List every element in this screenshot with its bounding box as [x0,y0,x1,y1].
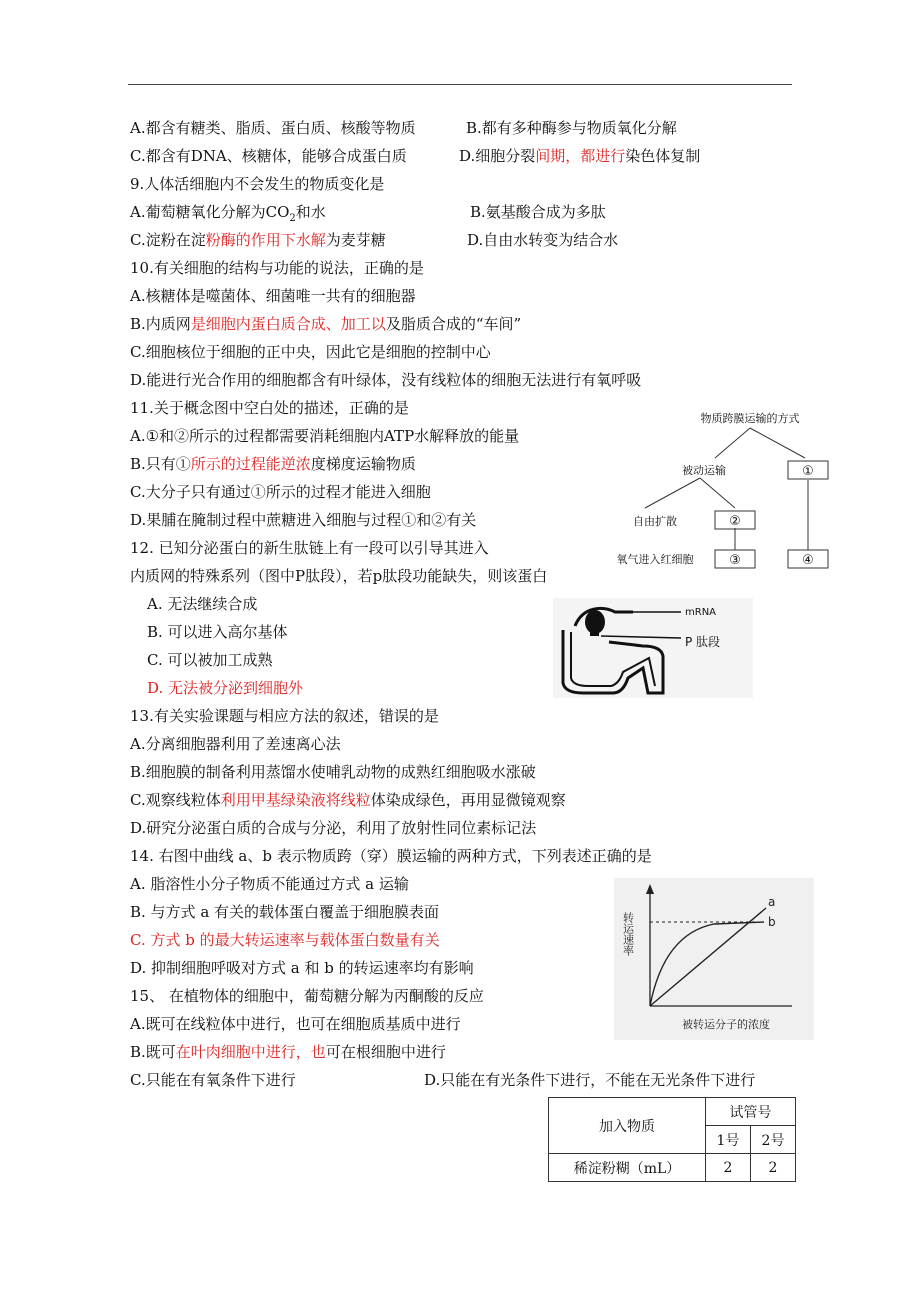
q12-option-d: D. 无法被分泌到细胞外 [147,679,304,697]
q15-option-d: D.只能在有光条件下进行，不能在无光条件下进行 [424,1071,756,1089]
q12-stem-line1: 12. 已知分泌蛋白的新生肽链上有一段可以引导其进入 [130,539,489,557]
q14-option-c: C. 方式 b 的最大转运速率与载体蛋白数量有关 [130,931,440,949]
table-header-tube-1: 1号 [706,1126,751,1154]
q13-stem: 13.有关实验课题与相应方法的叙述，错误的是 [130,707,439,725]
q11-option-a: A.①和②所示的过程都需要消耗细胞内ATP水解释放的能量 [130,427,520,445]
concept-passive: 被动运输 [682,464,726,477]
x-axis-label: 被转运分子的浓度 [682,1018,770,1031]
q15-option-c: C.只能在有氧条件下进行 [130,1071,296,1089]
q14-option-a: A. 脂溶性小分子物质不能通过方式 a 运输 [130,875,409,893]
q13-option-d: D.研究分泌蛋白质的合成与分泌，利用了放射性同位素标记法 [130,819,537,837]
table-row-label: 稀淀粉糊（mL） [549,1154,706,1182]
y-axis-label: 转运速率 [621,912,635,956]
table-header-tube-number: 试管号 [706,1098,796,1126]
q10-option-d: D.能进行光合作用的细胞都含有叶绿体，没有线粒体的细胞无法进行有氧呼吸 [130,371,642,389]
q12-stem-line2: 内质网的特殊系列（图中P肽段），若p肽段功能缺失，则该蛋白 [130,567,548,585]
q13-option-a: A.分离细胞器利用了差速离心法 [130,735,341,753]
q13-option-b: B.细胞膜的制备利用蒸馏水使哺乳动物的成熟红细胞吸水涨破 [130,763,536,781]
table-cell-tube-1: 2 [706,1154,751,1182]
q10-option-a: A.核糖体是噬菌体、细菌唯一共有的细胞器 [130,287,416,305]
table-header-substance: 加入物质 [549,1098,706,1154]
q9-option-c: C.淀粉在淀粉酶的作用下水解为麦芽糖 [130,231,386,249]
test-tube-table [548,1097,796,1182]
q12-option-c: C. 可以被加工成熟 [147,651,273,669]
concept-box4-label: ④ [802,553,814,568]
q14-stem: 14. 右图中曲线 a、b 表示物质跨（穿）膜运输的两种方式，下列表述正确的是 [130,847,652,865]
q15-option-a: A.既可在线粒体中进行，也可在细胞质基质中进行 [130,1015,461,1033]
q14-option-d: D. 抑制细胞呼吸对方式 a 和 b 的转运速率均有影响 [130,959,474,977]
table-header-tube-2: 2号 [751,1126,796,1154]
concept-root: 物质跨膜运输的方式 [700,412,800,425]
q9-option-d: D.自由水转变为结合水 [467,231,619,249]
q9-stem: 9.人体活细胞内不会发生的物质变化是 [130,175,385,193]
concept-box3-label: ③ [729,553,741,568]
q8-option-b: B.都有多种酶参与物质氧化分解 [466,119,677,137]
q8-option-d: D.细胞分裂间期，都进行染色体复制 [459,147,701,165]
q11-option-c: C.大分子只有通过①所示的过程才能进入细胞 [130,483,431,501]
q9-option-a: A.葡萄糖氧化分解为$CO_2$和水 [130,203,326,224]
q8-option-c: C.都含有DNA、核糖体，能够合成蛋白质 [130,147,407,165]
q10-option-c: C.细胞核位于细胞的正中央，因此它是细胞的控制中心 [130,343,491,361]
q10-option-b: B.内质网是细胞内蛋白质合成、加工以及脂质合成的“车间” [130,315,522,333]
q14-option-b: B. 与方式 a 有关的载体蛋白覆盖于细胞膜表面 [130,903,440,921]
q9-option-b: B.氨基酸合成为多肽 [470,203,606,221]
top-rule [128,84,792,85]
mrna-label: mRNA [685,607,717,618]
series-b-label: b [768,915,776,929]
q15-stem: 15、 在植物体的细胞中，葡萄糖分解为丙酮酸的反应 [130,987,484,1005]
q13-option-c: C.观察线粒体利用甲基绿染液将线粒体染成绿色，再用显微镜观察 [130,791,566,809]
q10-stem: 10.有关细胞的结构与功能的说法，正确的是 [130,259,424,277]
concept-oxygen: 氧气进入红细胞 [616,553,694,566]
q11-option-d: D.果脯在腌制过程中蔗糖进入细胞与过程①和②有关 [130,511,477,529]
concept-free-diffusion: 自由扩散 [633,515,677,528]
q8-option-a: A.都含有糖类、脂质、蛋白质、核酸等物质 [130,119,416,137]
q11-stem: 11.关于概念图中空白处的描述，正确的是 [130,399,409,417]
concept-map-diagram [600,400,850,580]
q12-option-a: A. 无法继续合成 [147,595,258,613]
concept-box1-label: ① [802,464,814,479]
concept-box2-label: ② [729,514,741,529]
q12-option-b: B. 可以进入高尔基体 [147,623,288,641]
peptide-figure [553,598,763,698]
p-peptide-label: P 肽段 [685,635,721,649]
transport-rate-chart [614,878,814,1040]
series-a-label: a [768,895,776,909]
table-cell-tube-2: 2 [751,1154,796,1182]
q11-option-b: B.只有①所示的过程能逆浓度梯度运输物质 [130,455,416,473]
q15-option-b: B.既可在叶肉细胞中进行，也可在根细胞中进行 [130,1043,446,1061]
